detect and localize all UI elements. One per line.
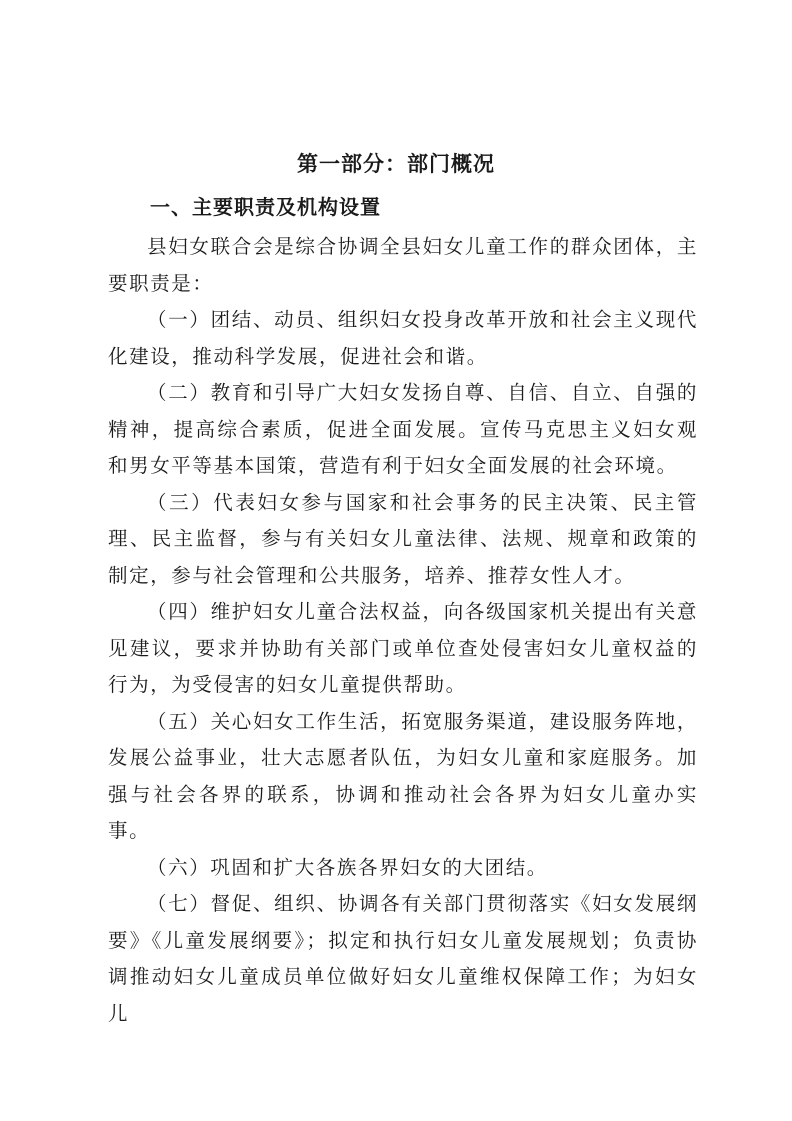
page-title: 第一部分：部门概况	[297, 152, 495, 176]
section-heading: 一、主要职责及机构设置	[150, 195, 381, 219]
paragraph-duty-1: （一）团结、动员、组织妇女投身改革开放和社会主义现代化建设，推动科学发展，促进社会和谐。	[108, 308, 698, 368]
body-text	[108, 229, 698, 1032]
paragraph-duty-3: （三）代表妇女参与国家和社会事务的民主决策、民主管理、民主监督，参与有关妇女儿童法律、法规、规章和政策的制定，参与社会管理和公共服务，培养、推荐女性人才。	[108, 490, 698, 587]
paragraph-intro: 县妇女联合会是综合协调全县妇女儿童工作的群众团体，主要职责是：	[108, 235, 698, 295]
paragraph-duty-2: （二）教育和引导广大妇女发扬自尊、自信、自立、自强的精神，提高综合素质，促进全面发展。宣传马克思主义妇女观和男女平等基本国策，营造有利于妇女全面发展的社会环境。	[108, 381, 698, 477]
paragraph-duty-7: （七）督促、组织、协调各有关部门贯彻落实《妇女发展纲要》《儿童发展纲要》；拟定和执行妇女儿童发展规划；负责协调推动妇女儿童成员单位做好妇女儿童维权保障工作；为妇女儿	[108, 892, 698, 1025]
paragraph-duty-4: （四）维护妇女儿童合法权益，向各级国家机关提出有关意见建议，要求并协助有关部门或单位查处侵害妇女儿童权益的行为，为受侵害的妇女儿童提供帮助。	[108, 600, 698, 696]
paragraph-duty-6: （六）巩固和扩大各族各界妇女的大团结。	[147, 855, 548, 879]
paragraph-duty-5: （五）关心妇女工作生活，拓宽服务渠道，建设服务阵地，发展公益事业，壮大志愿者队伍，为妇女儿童和家庭服务。加强与社会各界的联系，协调和推动社会各界为妇女儿童办实事。	[108, 709, 698, 842]
